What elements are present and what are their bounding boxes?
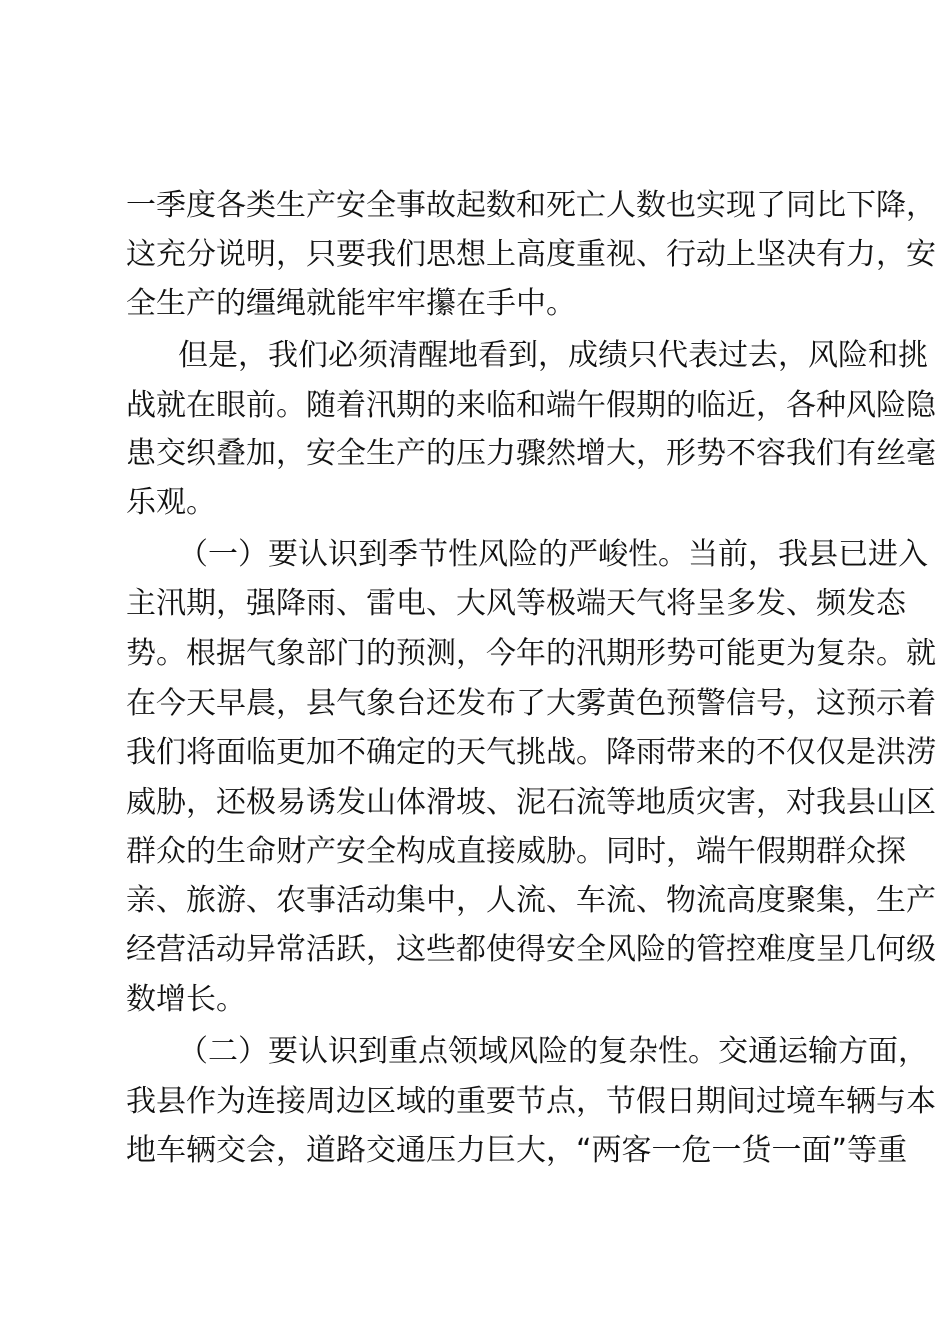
text-line: 数增长。 — [126, 982, 246, 1017]
text-line: 乐观。 — [126, 485, 216, 520]
text-line: 我们将面临更加不确定的天气挑战。降雨带来的不仅仅是洪涝 — [126, 735, 936, 770]
text-line: 但是，我们必须清醒地看到，成绩只代表过去，风险和挑 — [178, 338, 928, 373]
text-line: （二）要认识到重点领域风险的复杂性。交通运输方面， — [178, 1034, 928, 1069]
text-line: 主汛期，强降雨、雷电、大风等极端天气将呈多发、频发态 — [126, 586, 906, 621]
text-line: 威胁，还极易诱发山体滑坡、泥石流等地质灾害，对我县山区 — [126, 785, 936, 820]
text-line: 群众的生命财产安全构成直接威胁。同时，端午假期群众探 — [126, 834, 906, 869]
text-line: 全生产的缰绳就能牢牢攥在手中。 — [126, 286, 576, 321]
text-line: 势。根据气象部门的预测，今年的汛期形势可能更为复杂。就 — [126, 636, 936, 671]
text-line: 我县作为连接周边区域的重要节点，节假日期间过境车辆与本 — [126, 1084, 936, 1119]
text-line: 在今天早晨，县气象台还发布了大雾黄色预警信号，这预示着 — [126, 686, 936, 721]
text-line: 一季度各类生产安全事故起数和死亡人数也实现了同比下降， — [126, 188, 936, 223]
text-line: 经营活动异常活跃，这些都使得安全风险的管控难度呈几何级 — [126, 932, 936, 967]
text-line: 患交织叠加，安全生产的压力骤然增大，形势不容我们有丝毫 — [126, 436, 936, 471]
text-line: （一）要认识到季节性风险的严峻性。当前，我县已进入 — [178, 537, 928, 572]
text-line: 亲、旅游、农事活动集中，人流、车流、物流高度聚集，生产 — [126, 883, 936, 918]
text-line: 地车辆交会，道路交通压力巨大，“两客一危一货一面”等重 — [126, 1133, 908, 1168]
text-line: 战就在眼前。随着汛期的来临和端午假期的临近，各种风险隐 — [126, 388, 936, 423]
text-line: 这充分说明，只要我们思想上高度重视、行动上坚决有力，安 — [126, 237, 936, 272]
